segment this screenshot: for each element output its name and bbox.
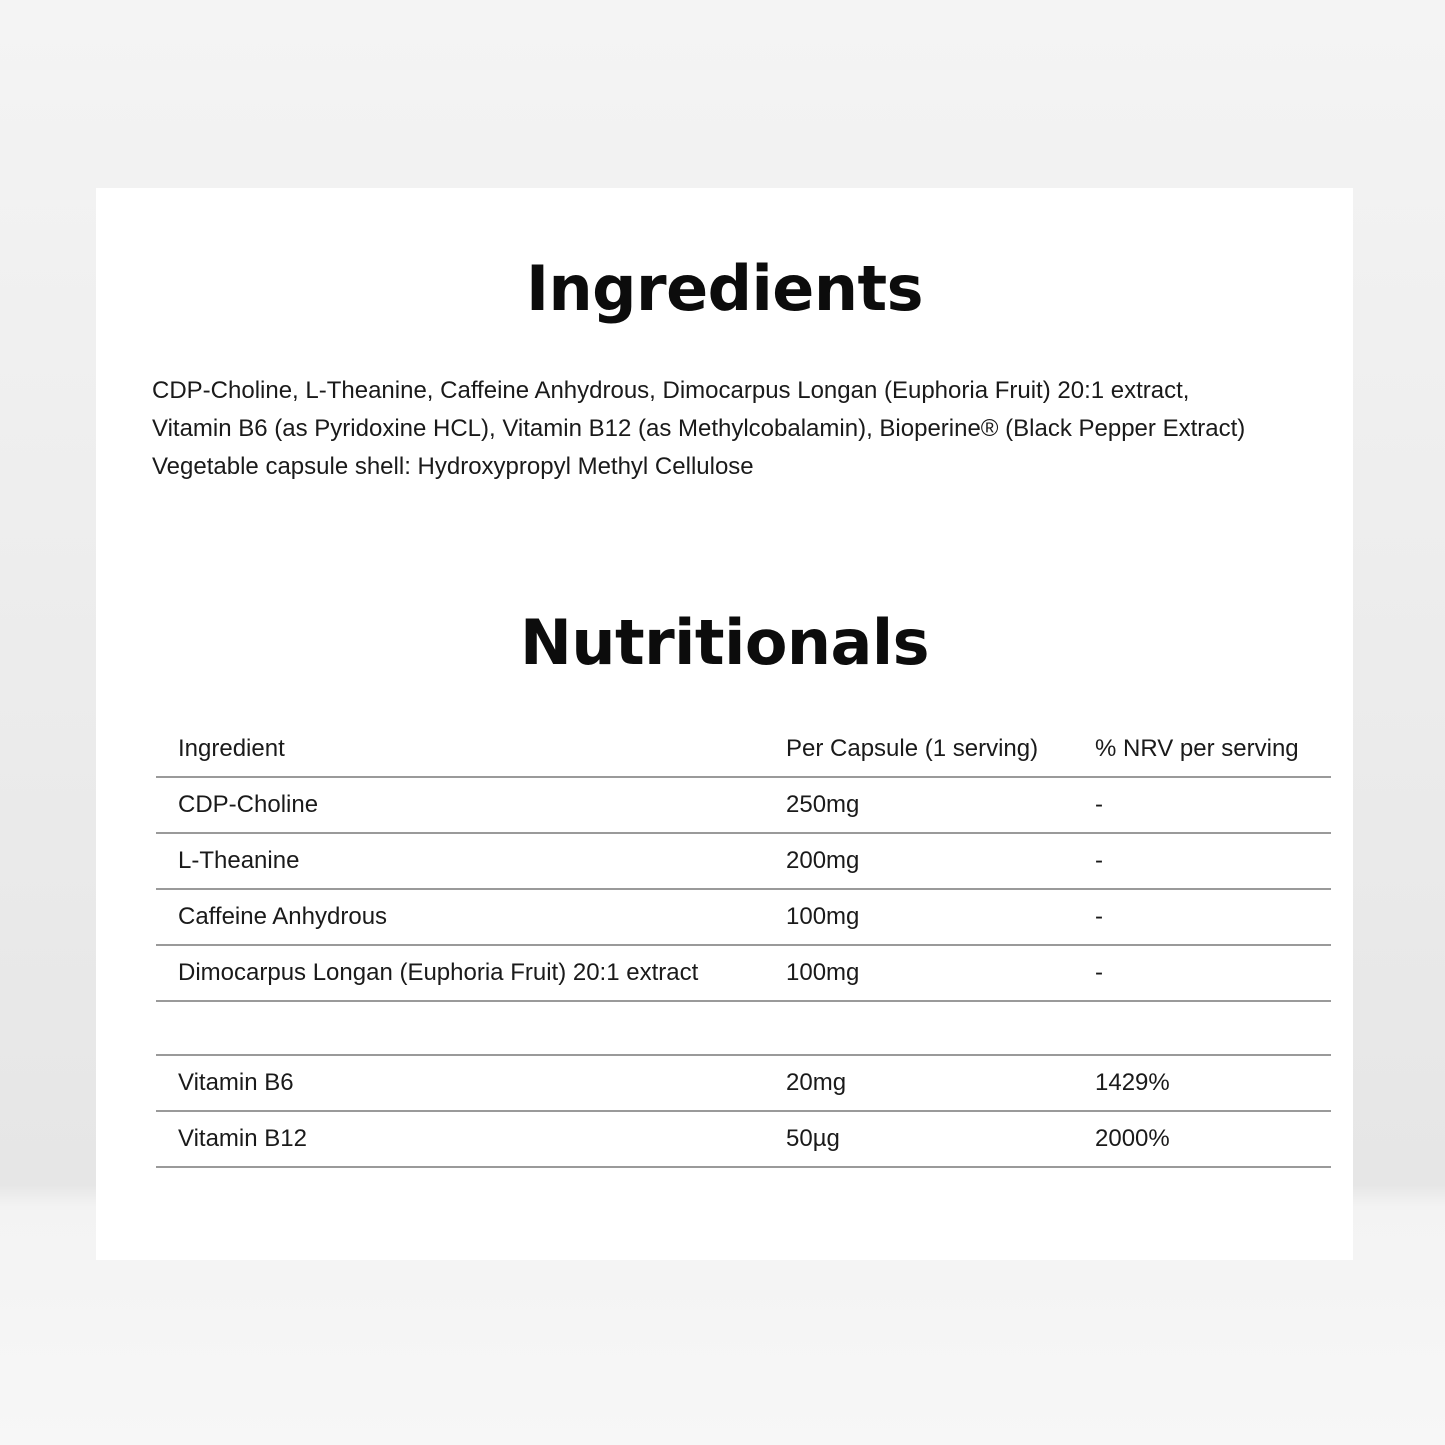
- cell-nrv: [1073, 1001, 1331, 1055]
- cell-ingredient: Dimocarpus Longan (Euphoria Fruit) 20:1 extract: [156, 945, 764, 1001]
- table-row: [156, 1055, 1331, 1111]
- table-header-row: [156, 722, 1331, 777]
- content-card: [96, 188, 1353, 1260]
- cell-nrv: -: [1073, 833, 1331, 889]
- cell-nrv: 2000%: [1073, 1111, 1331, 1167]
- cell-nrv: -: [1073, 889, 1331, 945]
- column-header-per-capsule: Per Capsule (1 serving): [764, 722, 1073, 777]
- cell-amount: 50µg: [764, 1111, 1073, 1167]
- cell-ingredient: CDP-Choline: [156, 777, 764, 833]
- cell-ingredient: L-Theanine: [156, 833, 764, 889]
- table-row: [156, 889, 1331, 945]
- table-row: [156, 1111, 1331, 1167]
- cell-amount: [764, 1001, 1073, 1055]
- cell-amount: 100mg: [764, 889, 1073, 945]
- cell-amount: 200mg: [764, 833, 1073, 889]
- cell-nrv: 1429%: [1073, 1055, 1331, 1111]
- table-row: [156, 833, 1331, 889]
- cell-ingredient: Caffeine Anhydrous: [156, 889, 764, 945]
- ingredients-line: Vitamin B6 (as Pyridoxine HCL), Vitamin B12 (as Methylcobalamin), Bioperine® (Black Pepper Extract): [152, 415, 1246, 442]
- ingredients-line: CDP-Choline, L-Theanine, Caffeine Anhydrous, Dimocarpus Longan (Euphoria Fruit) 20:1 extract,: [152, 377, 1190, 404]
- cell-ingredient: Vitamin B12: [156, 1111, 764, 1167]
- column-header-nrv: % NRV per serving: [1073, 722, 1331, 777]
- table-row: [156, 945, 1331, 1001]
- ingredients-list: [152, 372, 1332, 486]
- cell-amount: 20mg: [764, 1055, 1073, 1111]
- column-header-ingredient: Ingredient: [156, 722, 764, 777]
- cell-ingredient: Vitamin B6: [156, 1055, 764, 1111]
- cell-nrv: -: [1073, 945, 1331, 1001]
- cell-nrv: -: [1073, 777, 1331, 833]
- table-row: [156, 777, 1331, 833]
- nutritionals-heading: Nutritionals: [519, 606, 930, 679]
- ingredients-line: Vegetable capsule shell: Hydroxypropyl Methyl Cellulose: [152, 453, 754, 480]
- nutritionals-table: [156, 722, 1331, 1168]
- ingredients-heading: Ingredients: [525, 252, 924, 325]
- cell-amount: 250mg: [764, 777, 1073, 833]
- cell-amount: 100mg: [764, 945, 1073, 1001]
- cell-ingredient: [156, 1001, 764, 1055]
- table-spacer-row: [156, 1001, 1331, 1055]
